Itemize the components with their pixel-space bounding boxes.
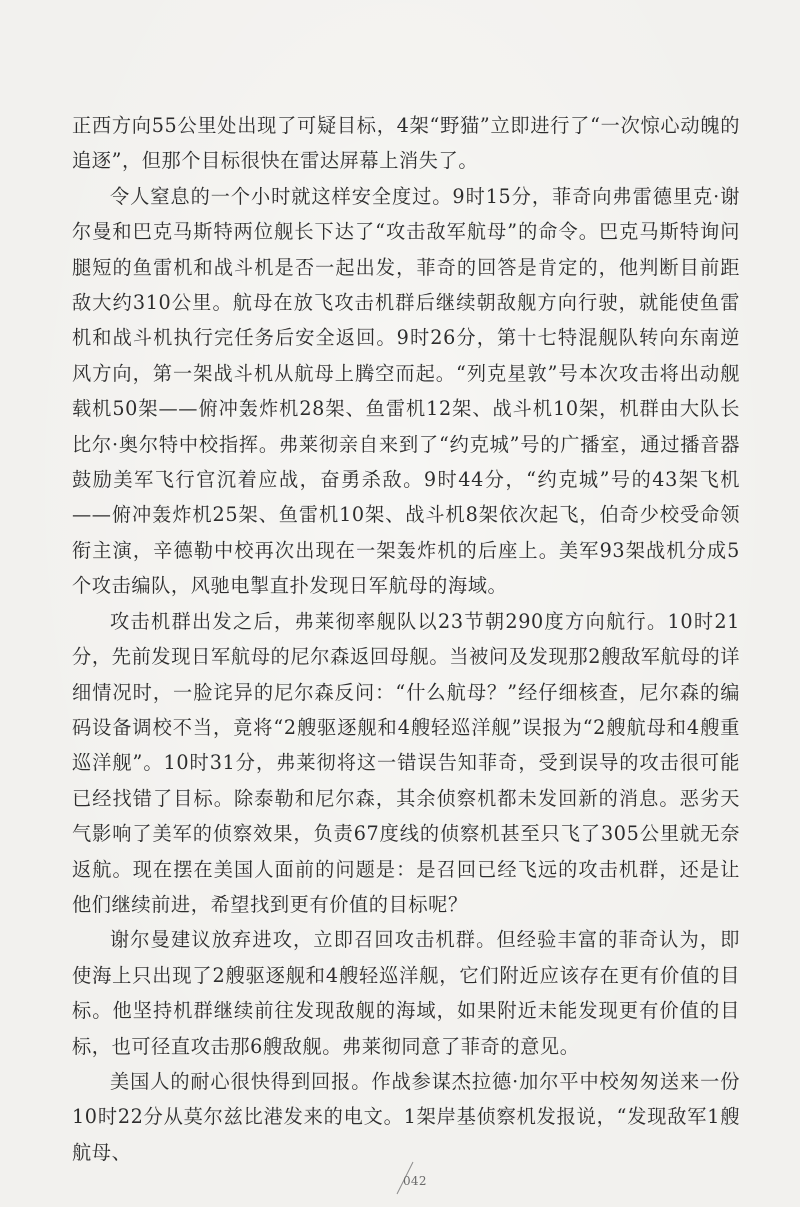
paragraph-4: 谢尔曼建议放弃进攻，立即召回攻击机群。但经验丰富的菲奇认为，即使海上只出现了2艘驱逐舰和4艘轻巡洋舰，它们附近应该存在更有价值的目标。他坚持机群继续前往发现敌舰的海域，如果附近未能发现更有价值的目标，也可径直攻击那6艘敌舰。弗莱彻同意了菲奇的意见。 (72, 928, 740, 1058)
body-text (72, 108, 740, 1170)
page-number: 042 (403, 1174, 427, 1188)
paragraph-5: 美国人的耐心很快得到回报。作战参谋杰拉德·加尔平中校匆匆送来一份10时22分从莫尔兹比港发来的电文。1架岸基侦察机发报说，“发现敌军1艘航母、 (72, 1069, 740, 1164)
page-folio (373, 1158, 443, 1198)
paragraph-1: 正西方向55公里处出现了可疑目标，4架“野猫”立即进行了“一次惊心动魄的追逐”，但那个目标很快在雷达屏幕上消失了。 (72, 114, 740, 173)
paragraph-3: 攻击机群出发之后，弗莱彻率舰队以23节朝290度方向航行。10时21分，先前发现日军航母的尼尔森返回母舰。当被问及发现那2艘敌军航母的详细情况时，一脸诧异的尼尔森反问：“什么航母？”经仔细核查，尼尔森的编码设备调校不当，竟将“2艘驱逐舰和4艘轻巡洋舰”误报为“2艘航母和4艘重巡洋舰”。10时31分，弗莱彻将这一错误告知菲奇，受到误导的攻击很可能已经找错了目标。除泰勒和尼尔森，其余侦察机都未发回新的消息。恶劣天气影响了美军的侦察效果，负责67度线的侦察机甚至只飞了305公里就无奈返航。现在摆在美国人面前的问题是：是召回已经飞远的攻击机群，还是让他们继续前进，希望找到更有价值的目标呢？ (72, 609, 740, 916)
paragraph-2: 令人窒息的一个小时就这样安全度过。9时15分，菲奇向弗雷德里克·谢尔曼和巴克马斯特两位舰长下达了“攻击敌军航母”的命令。巴克马斯特询问腿短的鱼雷机和战斗机是否一起出发，菲奇的回答是肯定的，他判断目前距敌大约310公里。航母在放飞攻击机群后继续朝敌舰方向行驶，就能使鱼雷机和战斗机执行完任务后安全返回。9时26分，第十七特混舰队转向东南逆风方向，第一架战斗机从航母上腾空而起。“列克星敦”号本次攻击将出动舰载机50架——俯冲轰炸机28架、鱼雷机12架、战斗机10架，机群由大队长比尔·奥尔特中校指挥。弗莱彻亲自来到了“约克城”号的广播室，通过播音器鼓励美军飞行官沉着应战，奋勇杀敌。9时44分，“约克城”号的43架飞机——俯冲轰炸机25架、鱼雷机10架、战斗机8架依次起飞，伯奇少校受命领衔主演，辛德勒中校再次出现在一架轰炸机的后座上。美军93架战机分成5个攻击编队，风驰电掣直扑发现日军航母的海域。 (72, 184, 740, 598)
